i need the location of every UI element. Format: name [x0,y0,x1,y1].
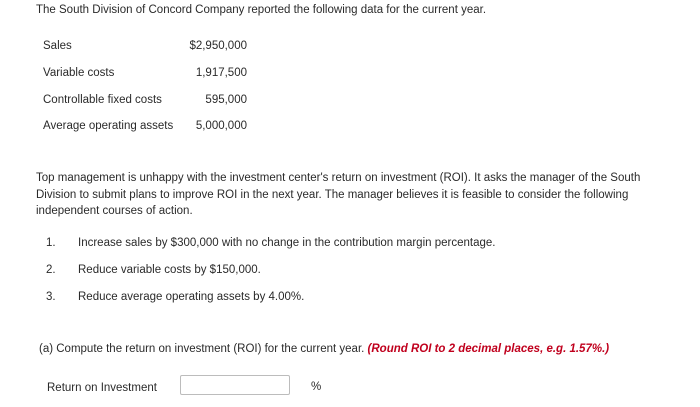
data-label-controllable-fixed-costs: Controllable fixed costs [43,94,162,106]
option-number: 2. [46,264,56,276]
option-text: Reduce variable costs by $150,000. [78,264,261,276]
problem-paragraph: Top management is unhappy with the investment center's return on investment (ROI). It asks the manager of the South Division to submit plans to improve ROI in the next year. The manager believes it is feasible to consider the following independent courses of action. [36,172,641,217]
intro-text: The South Division of Concord Company reported the following data for the current year. [36,4,487,16]
data-label-sales: Sales [43,40,72,52]
option-text: Reduce average operating assets by 4.00%. [78,291,305,303]
roi-label: Return on Investment [47,382,157,394]
data-label-average-operating-assets: Average operating assets [43,120,174,132]
data-label-variable-costs: Variable costs [43,67,115,79]
data-value-sales: $2,950,000 [189,40,247,52]
question-text [39,343,609,355]
data-value-controllable-fixed-costs: 595,000 [205,94,247,106]
data-value-variable-costs: 1,917,500 [195,67,247,79]
percent-unit: % [311,381,322,393]
question-prompt: (a) Compute the return on investment (ROI) for the current year. [39,343,368,355]
option-text: Increase sales by $300,000 with no change in the contribution margin percentage. [78,237,496,249]
data-value-average-operating-assets: 5,000,000 [195,120,247,132]
rounding-instruction: (Round ROI to 2 decimal places, e.g. 1.57%.) [367,343,610,355]
option-number: 3. [46,291,56,303]
option-number: 1. [46,237,56,249]
roi-answer-input[interactable] [180,375,290,395]
